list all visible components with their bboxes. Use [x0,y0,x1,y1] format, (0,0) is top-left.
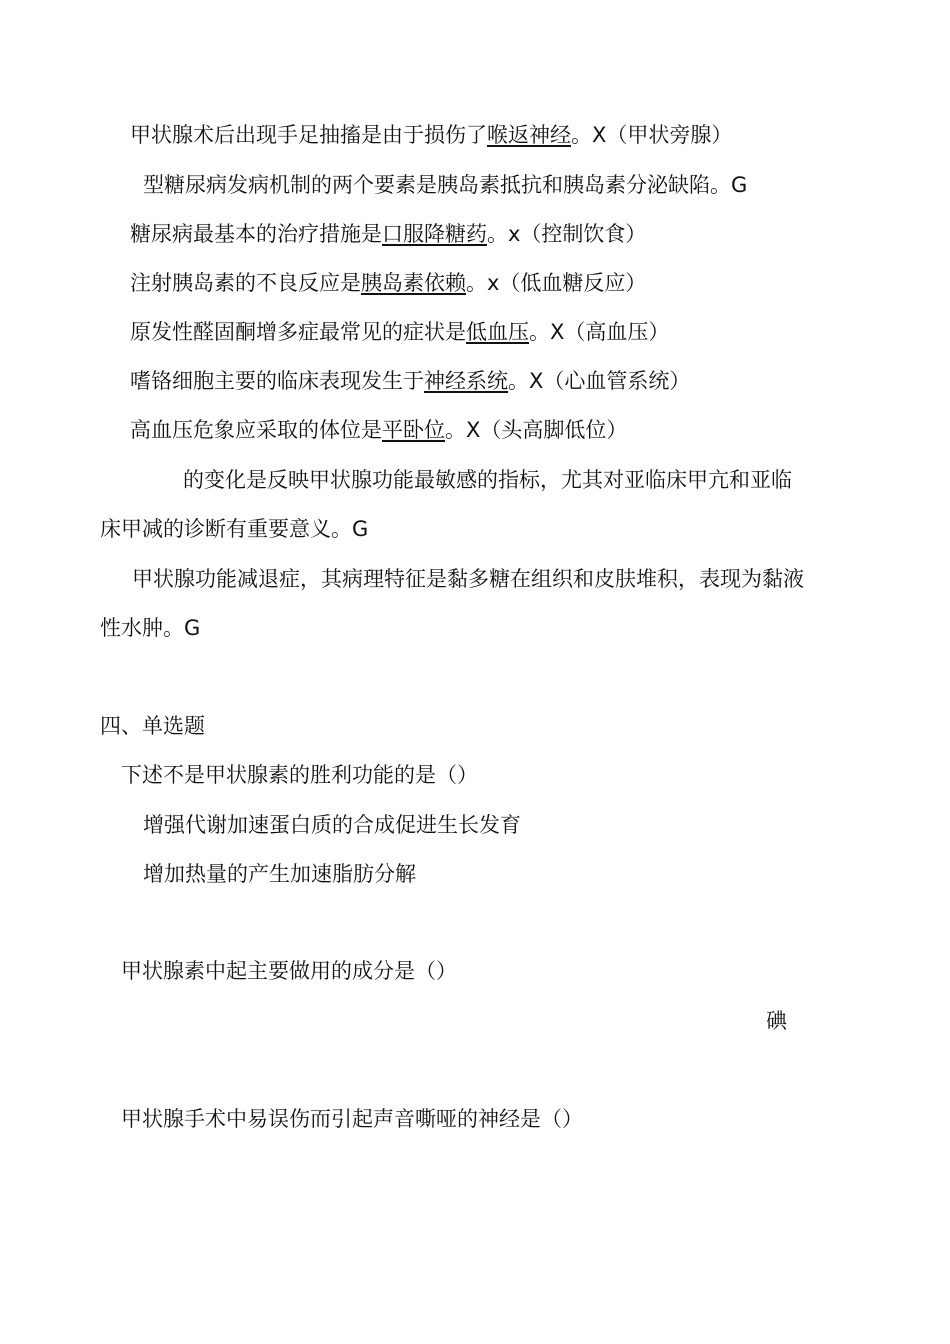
statement-text: 糖尿病最基本的治疗措施是 [130,222,382,246]
judgment-item [130,221,646,247]
question-option: 增加热量的产生加速脂肪分解 [143,862,416,886]
judgment-item [143,172,747,198]
statement-text: 高血压危象应采取的体位是 [130,418,382,442]
judgment-item [130,122,732,148]
underlined-term: 喉返神经 [487,123,571,147]
statement-text: 型糖尿病发病机制的两个要素是胰岛素抵抗和胰岛素分泌缺陷。G [143,173,748,197]
statement-text: 甲状腺术后出现手足抽搐是由于损伤了 [130,123,487,147]
answer-text: 。x（控制饮食） [487,222,647,246]
answer-text: 。X（心血管系统） [508,369,691,393]
paragraph-line: 床甲减的诊断有重要意义。G [100,517,369,541]
judgment-item [130,270,646,296]
underlined-term: 胰岛素依赖 [361,271,466,295]
section-title: 四、单选题 [100,714,205,738]
statement-text: 原发性醛固酮增多症最常见的症状是 [130,320,466,344]
underlined-term: 平卧位 [382,418,445,442]
paragraph-line: 甲状腺功能减退症，其病理特征是黏多糖在组织和皮肤堆积，表现为黏液 [132,567,804,591]
statement-text: 注射胰岛素的不良反应是 [130,271,361,295]
answer-text: 。X（甲状旁腺） [571,123,733,147]
question-stem: 甲状腺素中起主要做用的成分是（） [121,959,457,983]
underlined-term: 口服降糖药 [382,222,487,246]
statement-text: 嗜铬细胞主要的临床表现发生于 [130,369,424,393]
question-stem: 甲状腺手术中易误伤而引起声音嘶哑的神经是（） [121,1107,583,1131]
answer-text: 。X（头高脚低位） [445,418,628,442]
answer-text: 。X（高血压） [529,320,670,344]
answer-text: 碘 [766,1009,787,1033]
judgment-item [130,417,627,443]
underlined-term: 低血压 [466,320,529,344]
paragraph-line: 性水肿。G [100,616,201,640]
judgment-item [130,368,690,394]
paragraph-line: 的变化是反映甲状腺功能最敏感的指标，尤其对亚临床甲亢和亚临 [183,468,792,492]
question-option: 增强代谢加速蛋白质的合成促进生长发育 [143,813,521,837]
judgment-item [130,319,669,345]
underlined-term: 神经系统 [424,369,508,393]
question-stem: 下述不是甲状腺素的胜利功能的是（） [121,763,478,787]
answer-text: 。x（低血糖反应） [466,271,647,295]
